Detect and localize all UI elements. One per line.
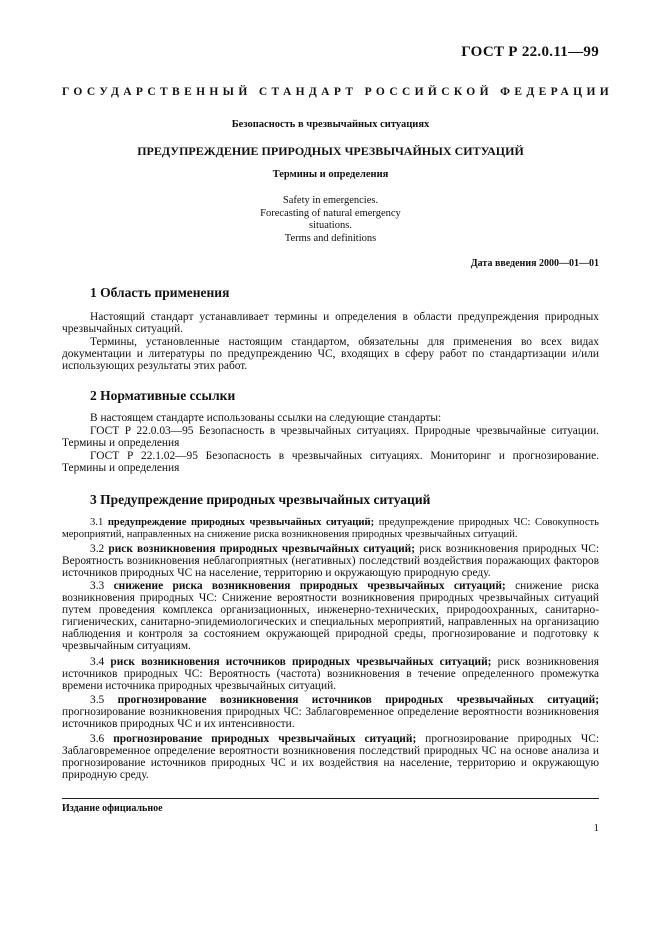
english-title-line: situations. <box>309 220 352 231</box>
term-entry <box>62 543 599 579</box>
english-title-line: Terms and definitions <box>284 232 377 244</box>
section-heading: 3 Предупреждение природных чрезвычайных ситуаций <box>90 492 431 507</box>
term-number: 3.6 <box>90 733 105 745</box>
term-definition: риск возникновения природных ЧС: Вероятность возникновения неблагоприятных (негативных) последствий воздействия поражающих факторов источников природных ЧС на население, территорию и окружающую природную среду. <box>62 543 599 580</box>
term-entry <box>62 580 599 653</box>
term-name: риск возникновения природных чрезвычайных ситуаций; <box>108 543 415 555</box>
document-subtitle-terms: Термины и определения <box>272 169 389 180</box>
term-definition: прогнозирование возникновения природных ЧС: Заблаговременное определение вероятности возникновения источников природных ЧС и их интенсивности. <box>62 706 599 731</box>
page-number: 1 <box>593 822 599 834</box>
term-definition: снижение риска возникновения природных ЧС: Снижение вероятности возникновения природных чрезвычайных ситуаций путем проведения комплекса организационных, инженерно-технических, природоохранных, санитарно-гигиенических, санитарно-эпидемиологических и специальных мероприятий, направленных на организацию наблюдения и контроля за состоянием окружающей природной среды, прогнозирование и подготовку к чрезвычайным ситуациям. <box>62 580 599 653</box>
term-number: 3.5 <box>90 694 105 706</box>
state-standard-banner: ГОСУДАРСТВЕННЫЙ СТАНДАРТ РОССИЙСКОЙ ФЕДЕРАЦИИ <box>62 86 614 98</box>
footer-divider <box>62 798 599 799</box>
term-entry <box>62 694 599 730</box>
paragraph: ГОСТ Р 22.0.03—95 Безопасность в чрезвычайных ситуациях. Природные чрезвычайные ситуации. Термины и определения <box>62 425 599 450</box>
term-number: 3.4 <box>90 656 105 668</box>
english-title-line: Forecasting of natural emergency <box>260 207 401 219</box>
term-number: 3.3 <box>90 580 105 592</box>
document-subtitle: Безопасность в чрезвычайных ситуациях <box>231 119 430 130</box>
term-name: снижение риска возникновения природных чрезвычайных ситуаций; <box>113 580 506 592</box>
english-title-line: Safety in emergencies. <box>282 195 379 206</box>
paragraph: ГОСТ Р 22.1.02—95 Безопасность в чрезвычайных ситуациях. Мониторинг и прогнозирование. Термины и определения <box>62 450 599 475</box>
term-name: прогнозирование возникновения источников природных чрезвычайных ситуаций; <box>117 694 599 706</box>
section-heading: 2 Нормативные ссылки <box>90 388 236 403</box>
term-definition: предупреждение природных ЧС: Совокупность мероприятий, направленных на снижение риска возникновения природных чрезвычайных ситуаций. <box>62 517 599 541</box>
paragraph: В настоящем стандарте использованы ссылки на следующие стандарты: <box>90 412 442 424</box>
term-entry <box>62 656 599 692</box>
term-name: риск возникновения источников природных чрезвычайных ситуаций; <box>110 656 492 668</box>
term-entry <box>62 517 599 541</box>
paragraph: Термины, установленные настоящим стандартом, обязательны для применения во всех видах документации и литературы по предупреждению ЧС, входящих в сферу работ по стандартизации и/или использующих результаты этих работ. <box>62 336 599 373</box>
gost-code: ГОСТ Р 22.0.11—99 <box>461 44 599 60</box>
term-definition: прогнозирование природных ЧС: Заблаговременное определение вероятности возникновения последствий природных ЧС на основе анализа и прогнозирование источников природных ЧС и их воздействия на население, территорию и окружающую природную среду. <box>62 733 599 782</box>
edition-label: Издание официальное <box>62 803 163 814</box>
term-name: предупреждение природных чрезвычайных ситуаций; <box>107 517 375 528</box>
section-heading: 1 Область применения <box>90 285 230 300</box>
term-definition: риск возникновения источников природных ЧС: Вероятность (частота) возникновения в течение определенного промежутка времени источника природных чрезвычайных ситуаций. <box>62 656 599 693</box>
introduction-date: Дата введения 2000—01—01 <box>470 258 599 269</box>
paragraph: Настоящий стандарт устанавливает термины и определения в области предупреждения природных чрезвычайных ситуаций. <box>62 311 599 336</box>
term-entry <box>62 733 599 781</box>
english-title <box>62 195 599 245</box>
term-name: прогнозирование природных чрезвычайных ситуаций; <box>113 733 417 745</box>
term-number: 3.2 <box>90 543 105 555</box>
document-title: ПРЕДУПРЕЖДЕНИЕ ПРИРОДНЫХ ЧРЕЗВЫЧАЙНЫХ СИТУАЦИЙ <box>137 144 524 158</box>
term-number: 3.1 <box>90 517 104 528</box>
